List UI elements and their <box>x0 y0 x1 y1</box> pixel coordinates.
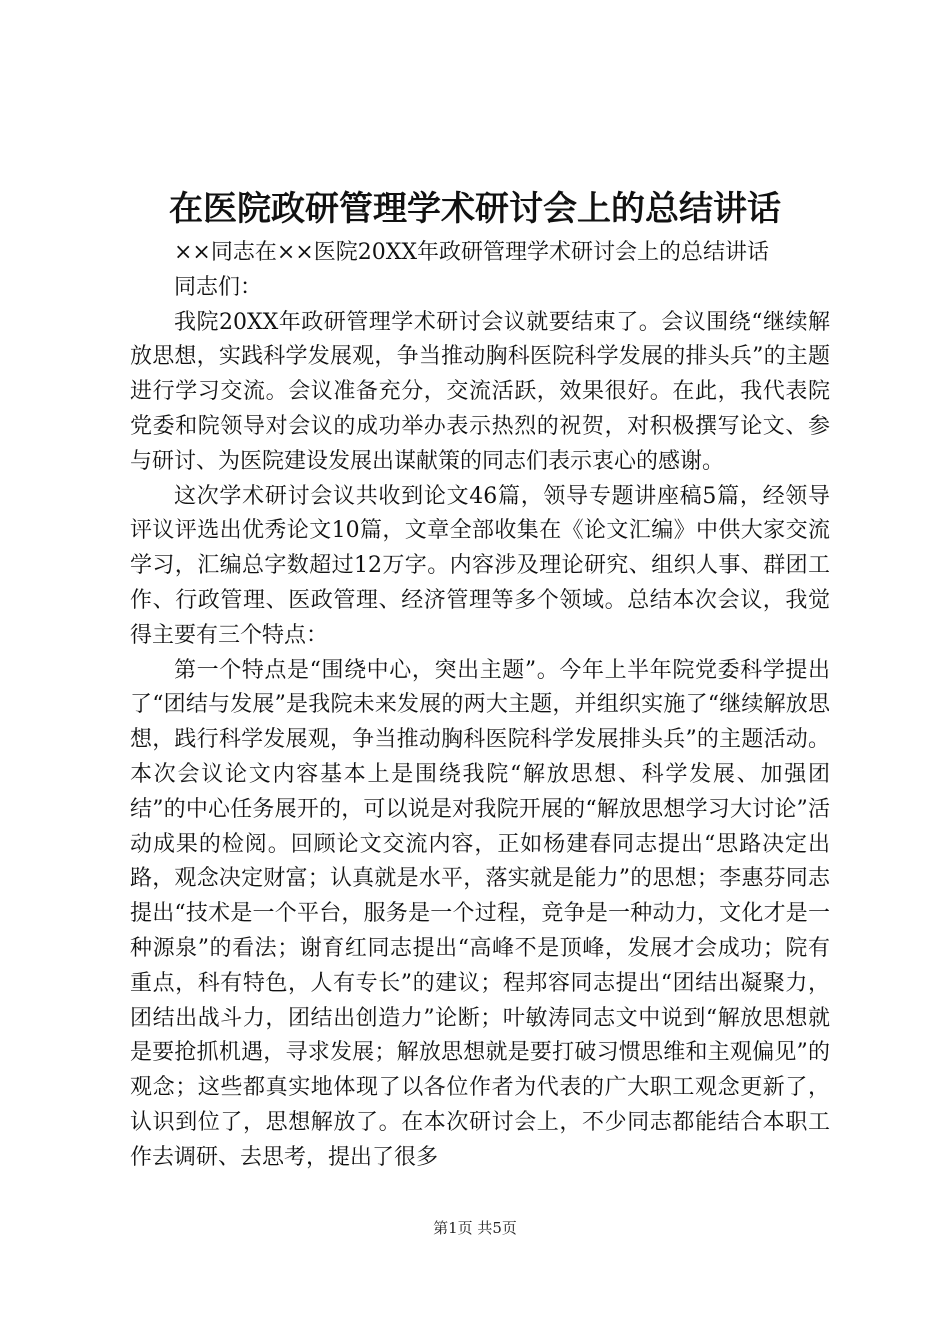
body-paragraph-first-feature: 第一个特点是“围绕中心，突出主题”。今年上半年院党委科学提出了“团结与发展”是我院未来发展的两大主题，并组织实施了“继续解放思想，践行科学发展观，争当推动胸科医院科学发展排头兵”的主题活动。本次会议论文内容基本上是围绕我院“解放思想、科学发展、加强团结”的中心任务展开的，可以说是对我院开展的“解放思想学习大讨论”活动成果的检阅。回顾论文交流内容，正如杨建春同志提出“思路决定出路，观念决定财富；认真就是水平，落实就是能力”的思想；李惠芬同志提出“技术是一个平台，服务是一个过程，竞争是一种动力，文化才是一种源泉”的看法；谢育红同志提出“高峰不是顶峰，发展才会成功；院有重点，科有特色，人有专长”的建议；程邦容同志提出“团结出凝聚力，团结出战斗力，团结出创造力”论断；叶敏涛同志文中说到“解放思想就是要抢抓机遇，寻求发展；解放思想就是要打破习惯思维和主观偏见”的观念；这些都真实地体现了以各位作者为代表的广大职工观念更新了，认识到位了，思想解放了。在本次研讨会上，不少同志都能结合本职工作去调研、去思考，提出了很多 <box>130 657 830 1170</box>
document-title: 在医院政研管理学术研讨会上的总结讲话 <box>169 189 781 229</box>
page-number-label: 第1页 共5页 <box>433 1219 517 1237</box>
body-paragraph-salutation: 同志们： <box>174 274 263 300</box>
body-paragraph-opening: 我院20XX年政研管理学术研讨会议就要结束了。会议围绕“继续解放思想，实践科学发展观，争当推动胸科医院科学发展的排头兵”的主题进行学习交流。会议准备充分，交流活跃，效果很好。在此，我代表院党委和院领导对会议的成功举办表示热烈的祝贺，对积极撰写论文、参与研讨、为医院建设发展出谋献策的同志们表示衷心的感谢。 <box>130 309 830 474</box>
body-paragraph-heading: ××同志在××医院20XX年政研管理学术研讨会上的总结讲话 <box>174 240 770 265</box>
page-footer <box>0 1217 950 1239</box>
document-body <box>130 236 830 1176</box>
body-paragraph-summary: 这次学术研讨会议共收到论文46篇，领导专题讲座稿5篇，经领导评议评选出优秀论文10篇，文章全部收集在《论文汇编》中供大家交流学习，汇编总字数超过12万字。内容涉及理论研究、组织人事、群团工作、行政管理、医政管理、经济管理等多个领域。总结本次会议，我觉得主要有三个特点： <box>130 483 830 648</box>
